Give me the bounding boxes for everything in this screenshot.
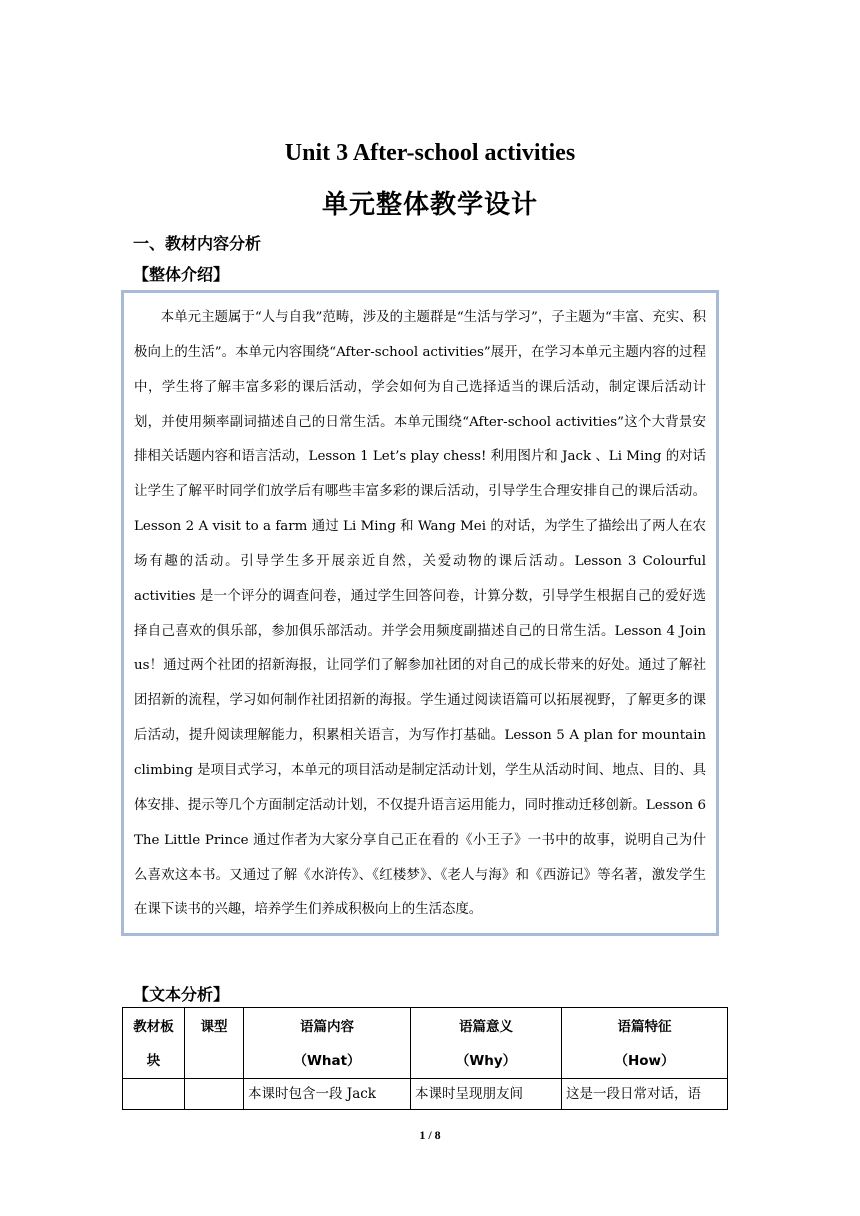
document-subtitle: 单元整体教学设计 <box>321 190 538 220</box>
overall-intro-paragraph: 本单元主题属于“人与自我”范畴，涉及的主题群是“生活与学习”，子主题为“丰富、充实、积极向上的生活”。本单元内容围绕“After-school activities”展开，在学习本单元主题内容的过程中，学生将了解丰富多彩的课后活动，学会如何为自己选择适当的课后活动，制定课后活动计划，并使用频率副词描述自己的日常生活。本单元围绕“After-school activities”这个大背景安排相关话题内容和语言活动，Lesson 1 Let’s play chess! 利用图片和 Jack 、Li Ming 的对话让学生了解平时同学们放学后有哪些丰富多彩的课后活动，引导学生合理安排自己的课后活动。Lesson 2 A visit to a farm 通过 Li Ming 和 Wang Mei 的对话，为学生了描绘出了两人在农场有趣的活动。引导学生多开展亲近自然，关爱动物的课后活动。Lesson 3 Colourful activities 是一个评分的调查问卷，通过学生回答问卷，计算分数，引导学生根据自己的爱好选择自己喜欢的俱乐部，参加俱乐部活动。并学会用频度副描述自己的日常生活。Lesson 4 Join us！通过两个社团的招新海报，让同学们了解参加社团的对自己的成长带来的好处。通过了解社团招新的流程，学习如何制作社团招新的海报。学生通过阅读语篇可以拓展视野，了解更多的课后活动，提升阅读理解能力，积累相关语言，为写作打基础。Lesson 5 A plan for mountain climbing 是项目式学习，本单元的项目活动是制定活动计划，学生从活动时间、地点、目的、具体安排、提示等几个方面制定活动计划，不仅提升语言运用能力，同时推动迁移创新。Lesson 6 The Little Prince 通过作者为大家分享自己正在看的《小王子》一书中的故事，说明自己为什么喜欢这本书。又通过了解《水浒传》、《红楼梦》、《老人与海》和《西游记》等名著，激发学生在课下读书的兴趣，培养学生们养成积极向上的生活态度。 <box>134 310 706 918</box>
table-header-row <box>123 1008 728 1079</box>
table-cell <box>123 1079 185 1110</box>
header-discourse-meaning: 语篇意义 （Why） <box>411 1008 562 1079</box>
section-heading-textbook-analysis: 一、教材内容分析 <box>133 234 262 253</box>
table-cell: 本课时呈现朋友间 <box>411 1079 562 1110</box>
header-lesson-type: 课型 <box>185 1008 244 1079</box>
table-cell: 这是一段日常对话，语 <box>562 1079 728 1110</box>
header-textbook-section: 教材板 块 <box>123 1008 185 1079</box>
overall-intro-label: 【整体介绍】 <box>133 265 230 284</box>
page-number: 1 / 8 <box>419 1128 441 1142</box>
table-row <box>123 1079 728 1110</box>
table-cell: 本课时包含一段 Jack <box>244 1079 411 1110</box>
header-discourse-features: 语篇特征 （How） <box>562 1008 728 1079</box>
document-title: Unit 3 After-school activities <box>284 140 576 166</box>
table-cell <box>185 1079 244 1110</box>
header-discourse-content: 语篇内容 （What） <box>244 1008 411 1079</box>
overall-intro-box <box>121 290 719 936</box>
text-analysis-label: 【文本分析】 <box>133 985 230 1004</box>
text-analysis-table <box>122 1007 728 1110</box>
